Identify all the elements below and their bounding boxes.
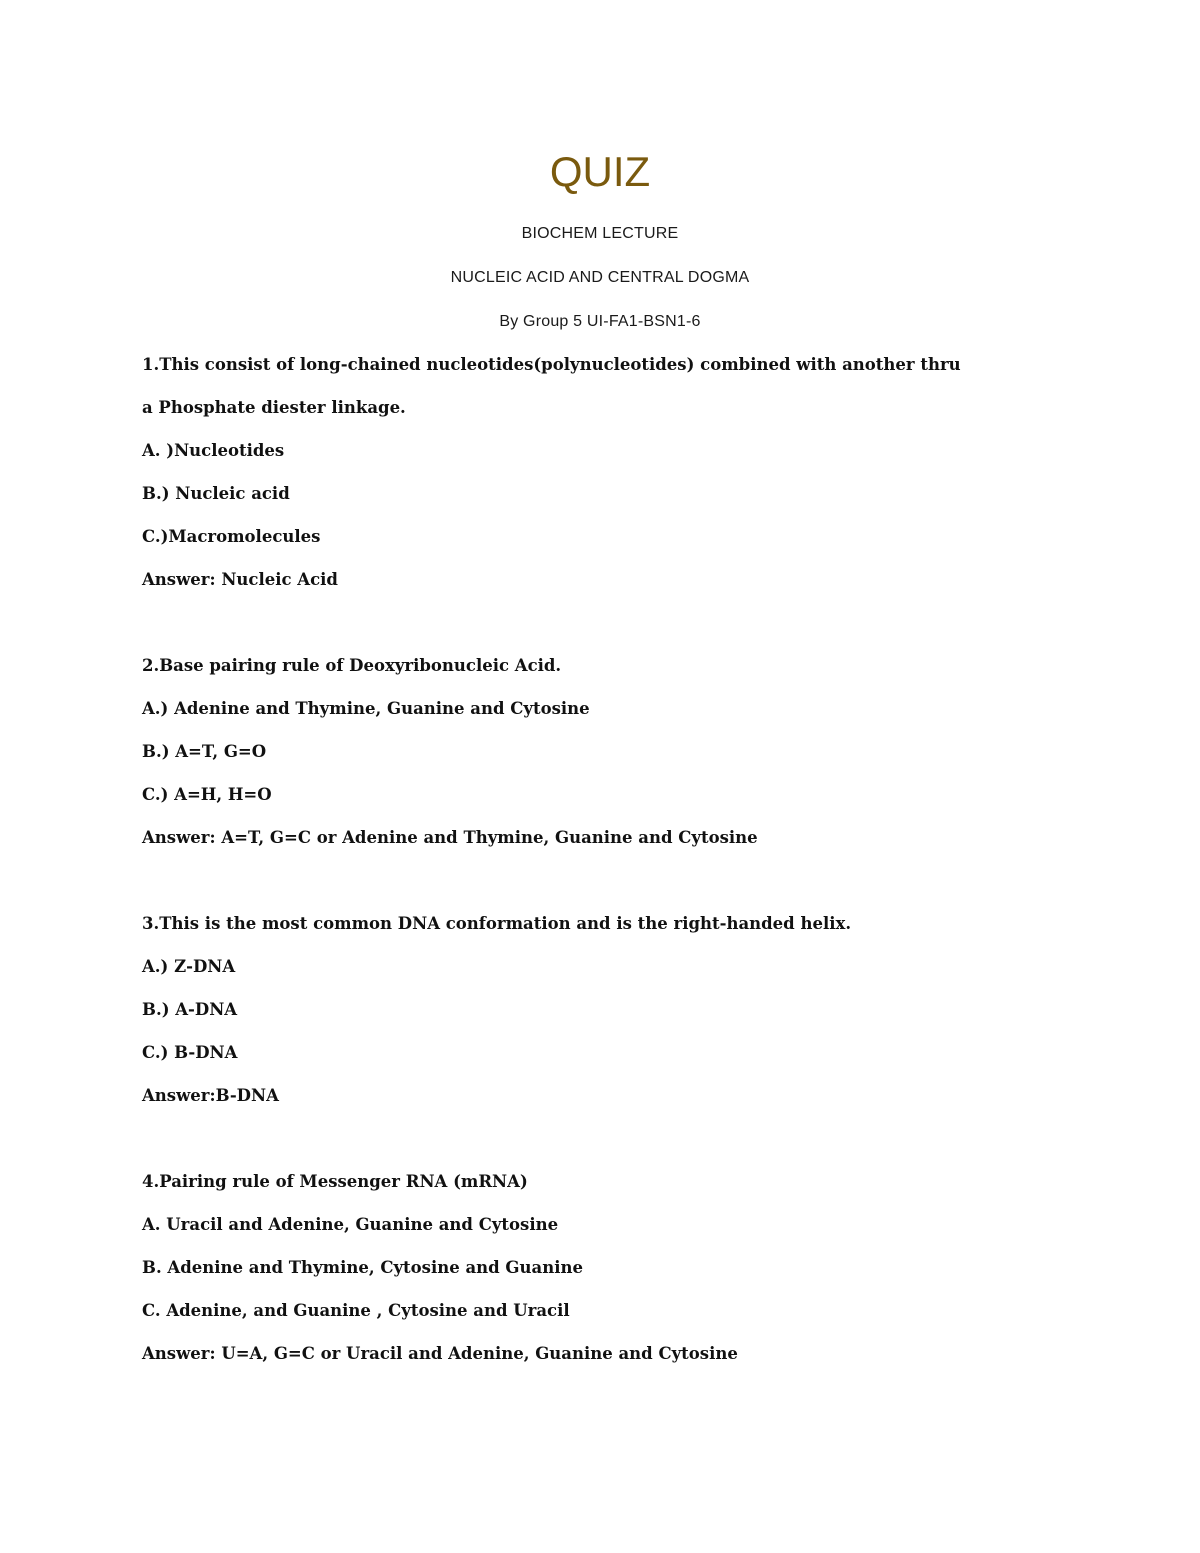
question-4-answer: Answer: U=A, G=C or Uracil and Adenine, Guanine and Cytosine	[142, 1344, 738, 1363]
question-1-option-c: C.)Macromolecules	[142, 527, 321, 546]
question-3-option-c: C.) B-DNA	[142, 1043, 238, 1062]
page-title: QUIZ	[549, 148, 651, 195]
question-2-option-a: A.) Adenine and Thymine, Guanine and Cytosine	[142, 699, 590, 718]
topic-subtitle: NUCLEIC ACID AND CENTRAL DOGMA	[450, 269, 750, 286]
question-4-option-c: C. Adenine, and Guanine , Cytosine and Uracil	[142, 1301, 570, 1320]
question-4-option-a: A. Uracil and Adenine, Guanine and Cytosine	[142, 1215, 559, 1234]
course-subtitle: BIOCHEM LECTURE	[521, 225, 679, 242]
question-3-answer: Answer:B-DNA	[142, 1086, 279, 1105]
question-2-answer: Answer: A=T, G=C or Adenine and Thymine, Guanine and Cytosine	[142, 828, 758, 847]
question-1-text-continued: a Phosphate diester linkage.	[142, 398, 406, 417]
question-3-text: 3.This is the most common DNA conformation and is the right-handed helix.	[142, 914, 852, 933]
question-2-option-b: B.) A=T, G=O	[142, 742, 267, 761]
question-2-text: 2.Base pairing rule of Deoxyribonucleic Acid.	[142, 656, 562, 675]
question-4-text: 4.Pairing rule of Messenger RNA (mRNA)	[142, 1172, 528, 1191]
question-3-option-a: A.) Z-DNA	[142, 957, 236, 976]
question-1-text: 1.This consist of long-chained nucleotides(polynucleotides) combined with another thru	[142, 355, 961, 374]
group-subtitle: By Group 5 UI-FA1-BSN1-6	[499, 313, 701, 330]
question-2-option-c: C.) A=H, H=O	[142, 785, 272, 804]
question-3-option-b: B.) A-DNA	[142, 1000, 238, 1019]
question-1-answer: Answer: Nucleic Acid	[142, 570, 338, 589]
question-4-option-b: B. Adenine and Thymine, Cytosine and Guanine	[142, 1258, 583, 1277]
question-1-option-a: A. )Nucleotides	[142, 441, 285, 460]
question-1-option-b: B.) Nucleic acid	[142, 484, 290, 503]
